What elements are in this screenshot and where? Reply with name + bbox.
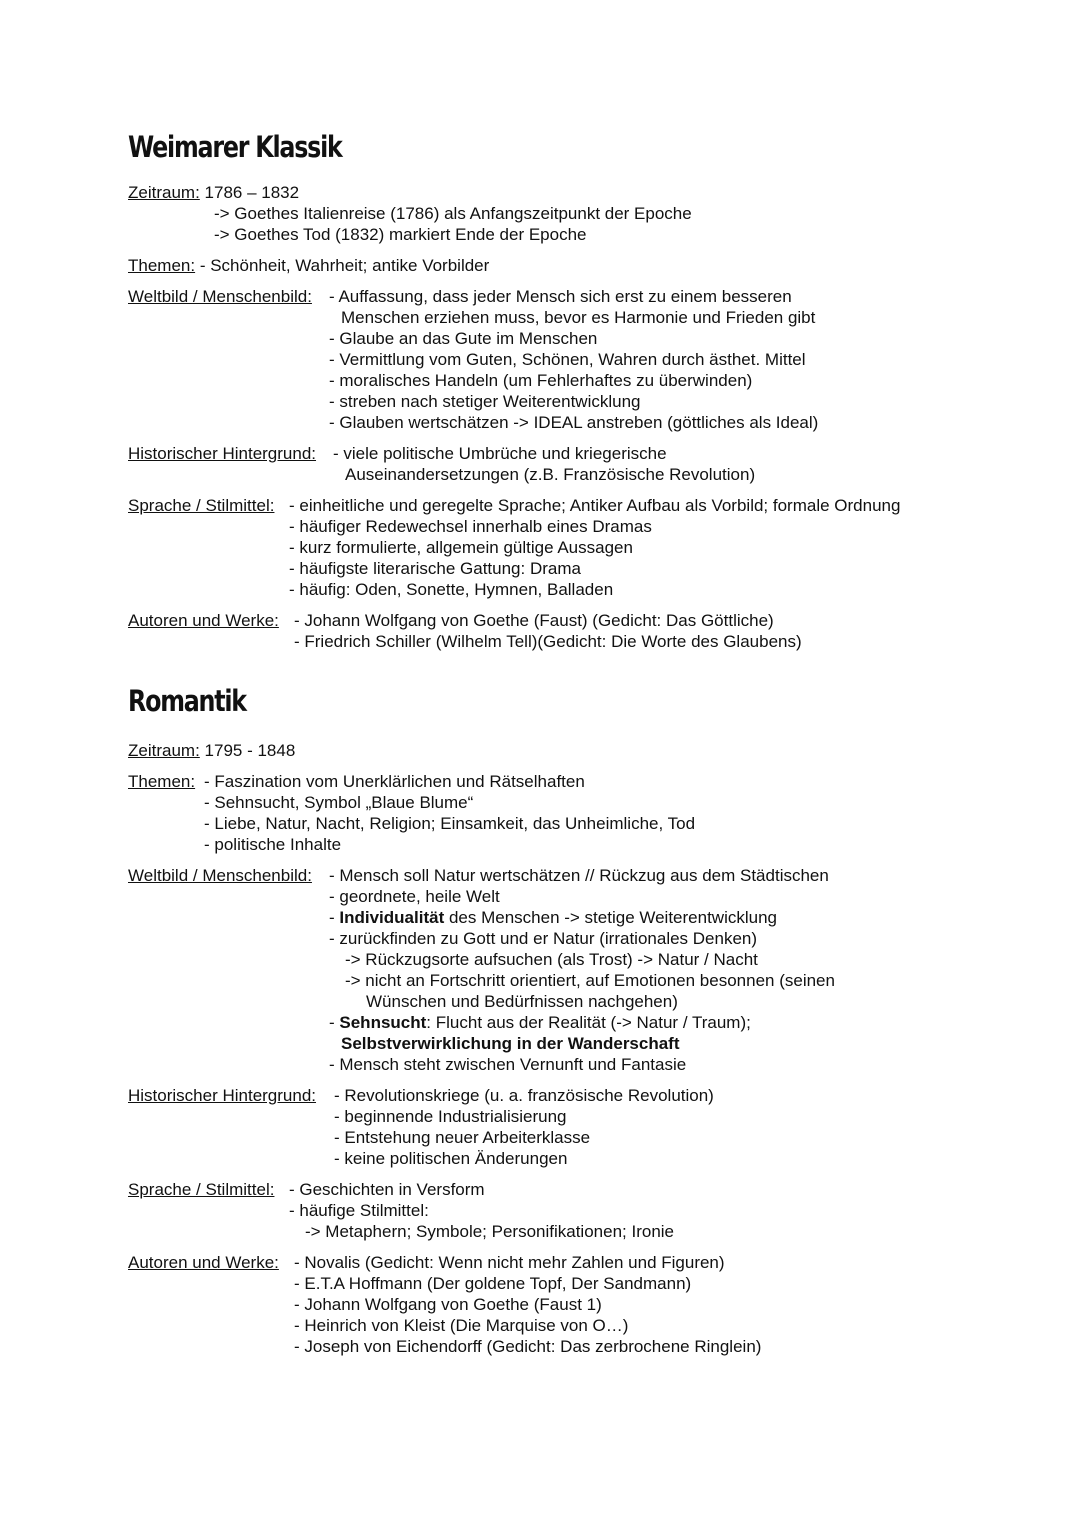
romantik-historisch-line: - keine politischen Änderungen — [334, 1149, 568, 1168]
klassik-weltbild-line: - Vermittlung vom Guten, Schönen, Wahren durch ästhet. Mittel — [329, 350, 806, 369]
romantik-weltbild-line: -> Rückzugsorte aufsuchen (als Trost) -> Natur / Nacht — [345, 950, 758, 969]
klassik-weltbild-line: - moralisches Handeln (um Fehlerhaftes zu überwinden) — [329, 371, 753, 390]
klassik-autoren-label: Autoren und Werke: — [128, 611, 279, 630]
romantik-historisch-label: Historischer Hintergrund: — [128, 1086, 317, 1105]
klassik-themen-row — [128, 256, 489, 276]
klassik-title: Weimarer Klassik — [128, 130, 342, 164]
romantik-autoren-line: - Johann Wolfgang von Goethe (Faust 1) — [294, 1295, 602, 1314]
klassik-autoren-line: - Friedrich Schiller (Wilhelm Tell)(Gedicht: Die Worte des Glaubens) — [294, 632, 802, 651]
klassik-historisch-label: Historischer Hintergrund: — [128, 444, 317, 463]
klassik-zeitraum-value: 1786 – 1832 — [204, 183, 300, 202]
romantik-historisch-line: - Entstehung neuer Arbeiterklasse — [334, 1128, 591, 1147]
romantik-weltbild-line: Wünschen und Bedürfnissen nachgehen) — [366, 992, 678, 1011]
klassik-sprache-line: - häufigste literarische Gattung: Drama — [289, 559, 581, 578]
klassik-zeitraum-label: Zeitraum: — [128, 183, 200, 202]
romantik-autoren-line: - E.T.A Hoffmann (Der goldene Topf, Der Sandmann) — [294, 1274, 692, 1293]
romantik-themen-line: - politische Inhalte — [204, 835, 342, 854]
romantik-historisch-line: - Revolutionskriege (u. a. französische Revolution) — [334, 1086, 714, 1105]
romantik-sprache-line: -> Metaphern; Symbole; Personifikationen; Ironie — [305, 1222, 675, 1241]
romantik-weltbild-prefix: - — [329, 908, 340, 927]
romantik-autoren-line: - Heinrich von Kleist (Die Marquise von O…) — [294, 1316, 629, 1335]
romantik-themen-line: - Faszination vom Unerklärlichen und Rätselhaften — [204, 772, 585, 791]
klassik-sprache-line: - häufiger Redewechsel innerhalb eines Dramas — [289, 517, 652, 536]
romantik-zeitraum-label: Zeitraum: — [128, 741, 200, 760]
romantik-weltbild-text: : Flucht aus der Realität (-> Natur / Traum); — [426, 1013, 751, 1032]
klassik-sprache-label: Sprache / Stilmittel: — [128, 496, 275, 515]
romantik-weltbild-bold: Individualität — [339, 908, 445, 927]
klassik-themen-label: Themen: — [128, 256, 196, 275]
klassik-weltbild-line: - Glaube an das Gute im Menschen — [329, 329, 598, 348]
klassik-weltbild-line: - Auffassung, dass jeder Mensch sich erst zu einem besseren — [329, 287, 792, 306]
romantik-sprache-line: - Geschichten in Versform — [289, 1180, 485, 1199]
klassik-weltbild-line: - Glauben wertschätzen -> IDEAL anstreben (göttliches als Ideal) — [329, 413, 819, 432]
klassik-zeitraum-row — [128, 183, 299, 203]
romantik-weltbild-line — [329, 908, 777, 928]
romantik-autoren-line: - Joseph von Eichendorff (Gedicht: Das zerbrochene Ringlein) — [294, 1337, 762, 1356]
klassik-zeitraum-line: -> Goethes Tod (1832) markiert Ende der Epoche — [214, 225, 587, 244]
klassik-weltbild-line: Menschen erziehen muss, bevor es Harmonie und Frieden gibt — [341, 308, 816, 327]
klassik-zeitraum-line: -> Goethes Italienreise (1786) als Anfangszeitpunkt der Epoche — [214, 204, 692, 223]
klassik-sprache-line: - häufig: Oden, Sonette, Hymnen, Balladen — [289, 580, 614, 599]
romantik-weltbild-line — [329, 1013, 751, 1033]
klassik-sprache-line: - einheitliche und geregelte Sprache; Antiker Aufbau als Vorbild; formale Ordnung — [289, 496, 901, 515]
romantik-autoren-label: Autoren und Werke: — [128, 1253, 279, 1272]
romantik-autoren-line: - Novalis (Gedicht: Wenn nicht mehr Zahlen und Figuren) — [294, 1253, 725, 1272]
romantik-weltbild-line: -> nicht an Fortschritt orientiert, auf Emotionen besonnen (seinen — [345, 971, 835, 990]
romantik-weltbild-line: - Mensch soll Natur wertschätzen // Rückzug aus dem Städtischen — [329, 866, 829, 885]
klassik-sprache-line: - kurz formulierte, allgemein gültige Aussagen — [289, 538, 633, 557]
klassik-autoren-line: - Johann Wolfgang von Goethe (Faust) (Gedicht: Das Göttliche) — [294, 611, 774, 630]
klassik-weltbild-line: - streben nach stetiger Weiterentwicklung — [329, 392, 641, 411]
romantik-zeitraum-row — [128, 741, 295, 761]
klassik-weltbild-label: Weltbild / Menschenbild: — [128, 287, 312, 306]
romantik-weltbild-prefix: - — [329, 1013, 340, 1032]
klassik-historisch-line: Auseinandersetzungen (z.B. Französische Revolution) — [345, 465, 756, 484]
romantik-weltbild-text: des Menschen -> stetige Weiterentwicklung — [444, 908, 778, 927]
romantik-title: Romantik — [128, 684, 246, 718]
romantik-weltbild-label: Weltbild / Menschenbild: — [128, 866, 312, 885]
romantik-historisch-line: - beginnende Industrialisierung — [334, 1107, 567, 1126]
romantik-weltbild-line: - zurückfinden zu Gott und er Natur (irrationales Denken) — [329, 929, 758, 948]
klassik-themen-value: - Schönheit, Wahrheit; antike Vorbilder — [199, 256, 490, 275]
romantik-zeitraum-value: 1795 - 1848 — [204, 741, 296, 760]
romantik-weltbild-line: - Mensch steht zwischen Vernunft und Fantasie — [329, 1055, 687, 1074]
romantik-themen-line: - Sehnsucht, Symbol „Blaue Blume“ — [204, 793, 474, 812]
romantik-weltbild-line: - geordnete, heile Welt — [329, 887, 500, 906]
romantik-sprache-label: Sprache / Stilmittel: — [128, 1180, 275, 1199]
klassik-historisch-line: - viele politische Umbrüche und kriegerische — [333, 444, 667, 463]
romantik-sprache-line: - häufige Stilmittel: — [289, 1201, 429, 1220]
romantik-weltbild-bold: Selbstverwirklichung in der Wanderschaft — [341, 1034, 680, 1053]
romantik-weltbild-bold: Sehnsucht — [339, 1013, 427, 1032]
romantik-themen-line: - Liebe, Natur, Nacht, Religion; Einsamkeit, das Unheimliche, Tod — [204, 814, 696, 833]
romantik-weltbild-line — [341, 1034, 680, 1054]
romantik-themen-label: Themen: — [128, 772, 196, 791]
